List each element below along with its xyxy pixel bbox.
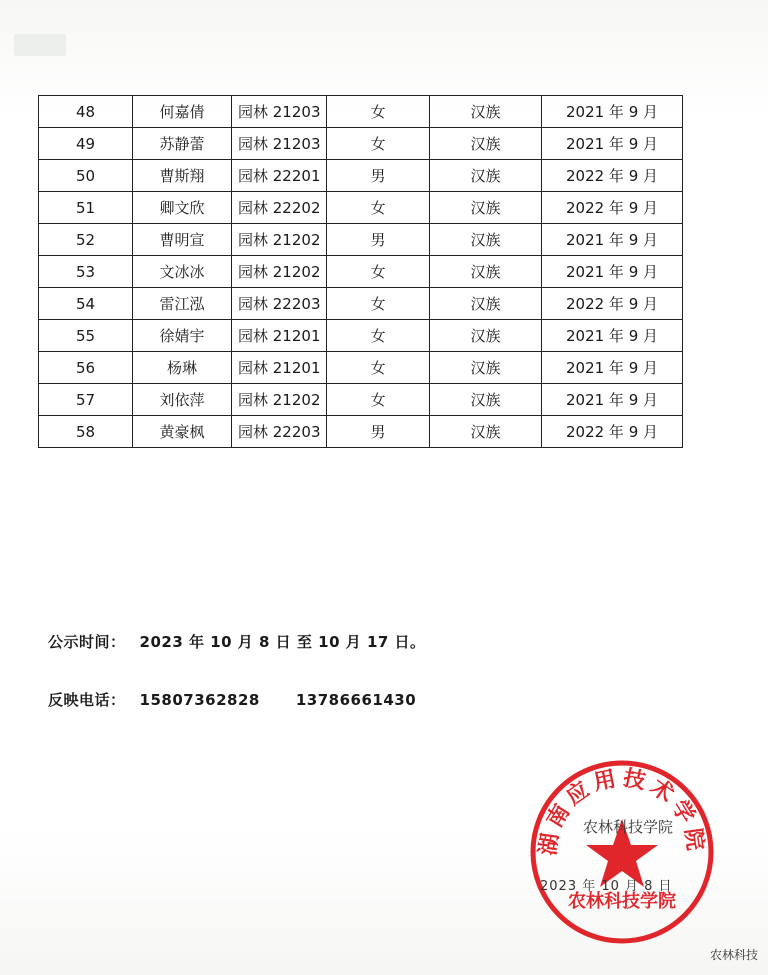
row-number-cell: 57 [39,384,133,416]
table-row [39,224,683,256]
enrollment-date-cell: 2022 年 9 月 [542,288,683,320]
seal-outer-text: 湖南应用技术学院 [534,764,710,857]
ethnicity-cell: 汉族 [430,256,542,288]
class-name-cell: 园林 22201 [232,160,327,192]
class-name-cell: 园林 21202 [232,224,327,256]
official-seal-stamp [527,757,717,947]
ethnicity-cell: 汉族 [430,288,542,320]
enrollment-date-cell: 2021 年 9 月 [542,384,683,416]
period-value: 2023 年 10 月 8 日 至 10 月 17 日。 [139,633,426,651]
table-row [39,128,683,160]
student-name-cell: 卿文欣 [133,192,232,224]
seal-overlay-text: 农林科技学院 [583,818,674,836]
gender-cell: 女 [327,288,430,320]
gender-cell: 女 [327,320,430,352]
student-name-cell: 文冰冰 [133,256,232,288]
student-name-cell: 曹明宣 [133,224,232,256]
class-name-cell: 园林 21203 [232,128,327,160]
row-number-cell: 53 [39,256,133,288]
student-name-cell: 徐婧宇 [133,320,232,352]
seal-date: 2023 年 10 月 8 日 [540,879,673,894]
ethnicity-cell: 汉族 [430,96,542,128]
class-name-cell: 园林 21202 [232,384,327,416]
enrollment-date-cell: 2021 年 9 月 [542,224,683,256]
student-name-cell: 刘依萍 [133,384,232,416]
enrollment-date-cell: 2022 年 9 月 [542,192,683,224]
footer-watermark: 农林科技 [709,948,758,962]
student-name-cell: 苏静蕾 [133,128,232,160]
class-name-cell: 园林 21201 [232,320,327,352]
enrollment-date-cell: 2022 年 9 月 [542,160,683,192]
student-roster-table [38,95,683,448]
table-row [39,352,683,384]
gender-cell: 女 [327,384,430,416]
row-number-cell: 56 [39,352,133,384]
student-name-cell: 黄豪枫 [133,416,232,448]
ethnicity-cell: 汉族 [430,352,542,384]
table-row [39,96,683,128]
gender-cell: 男 [327,416,430,448]
row-number-cell: 51 [39,192,133,224]
table-row [39,320,683,352]
student-name-cell: 杨琳 [133,352,232,384]
ethnicity-cell: 汉族 [430,224,542,256]
phone-number-2: 13786661430 [295,691,417,709]
row-number-cell: 49 [39,128,133,160]
ethnicity-cell: 汉族 [430,192,542,224]
row-number-cell: 58 [39,416,133,448]
row-number-cell: 54 [39,288,133,320]
table-row [39,288,683,320]
row-number-cell: 48 [39,96,133,128]
ethnicity-cell: 汉族 [430,416,542,448]
contact-phones [48,689,430,710]
class-name-cell: 园林 22203 [232,416,327,448]
student-name-cell: 雷江泓 [133,288,232,320]
ethnicity-cell: 汉族 [430,160,542,192]
gender-cell: 男 [327,160,430,192]
gender-cell: 女 [327,352,430,384]
gender-cell: 女 [327,192,430,224]
gender-cell: 女 [327,256,430,288]
table-row [39,256,683,288]
enrollment-date-cell: 2021 年 9 月 [542,96,683,128]
phone-number-1: 15807362828 [139,691,260,709]
table-row [39,160,683,192]
enrollment-date-cell: 2021 年 9 月 [542,128,683,160]
publicity-period [48,631,440,652]
row-number-cell: 50 [39,160,133,192]
row-number-cell: 52 [39,224,133,256]
roster-body [39,96,683,448]
row-number-cell: 55 [39,320,133,352]
corner-smudge [14,34,66,56]
gender-cell: 女 [327,128,430,160]
table-row [39,416,683,448]
student-name-cell: 何嘉倩 [133,96,232,128]
class-name-cell: 园林 22203 [232,288,327,320]
period-label: 公示时间： [48,633,126,651]
ethnicity-cell: 汉族 [430,384,542,416]
class-name-cell: 园林 21202 [232,256,327,288]
table-row [39,384,683,416]
class-name-cell: 园林 21201 [232,352,327,384]
gender-cell: 男 [327,224,430,256]
student-name-cell: 曹斯翔 [133,160,232,192]
enrollment-date-cell: 2021 年 9 月 [542,256,683,288]
ethnicity-cell: 汉族 [430,128,542,160]
enrollment-date-cell: 2021 年 9 月 [542,352,683,384]
enrollment-date-cell: 2022 年 9 月 [542,416,683,448]
enrollment-date-cell: 2021 年 9 月 [542,320,683,352]
class-name-cell: 园林 22202 [232,192,327,224]
class-name-cell: 园林 21203 [232,96,327,128]
seal-inner-text: 农林科技学院 [568,891,676,912]
gender-cell: 女 [327,96,430,128]
phone-label: 反映电话： [48,691,126,709]
table-row [39,192,683,224]
ethnicity-cell: 汉族 [430,320,542,352]
